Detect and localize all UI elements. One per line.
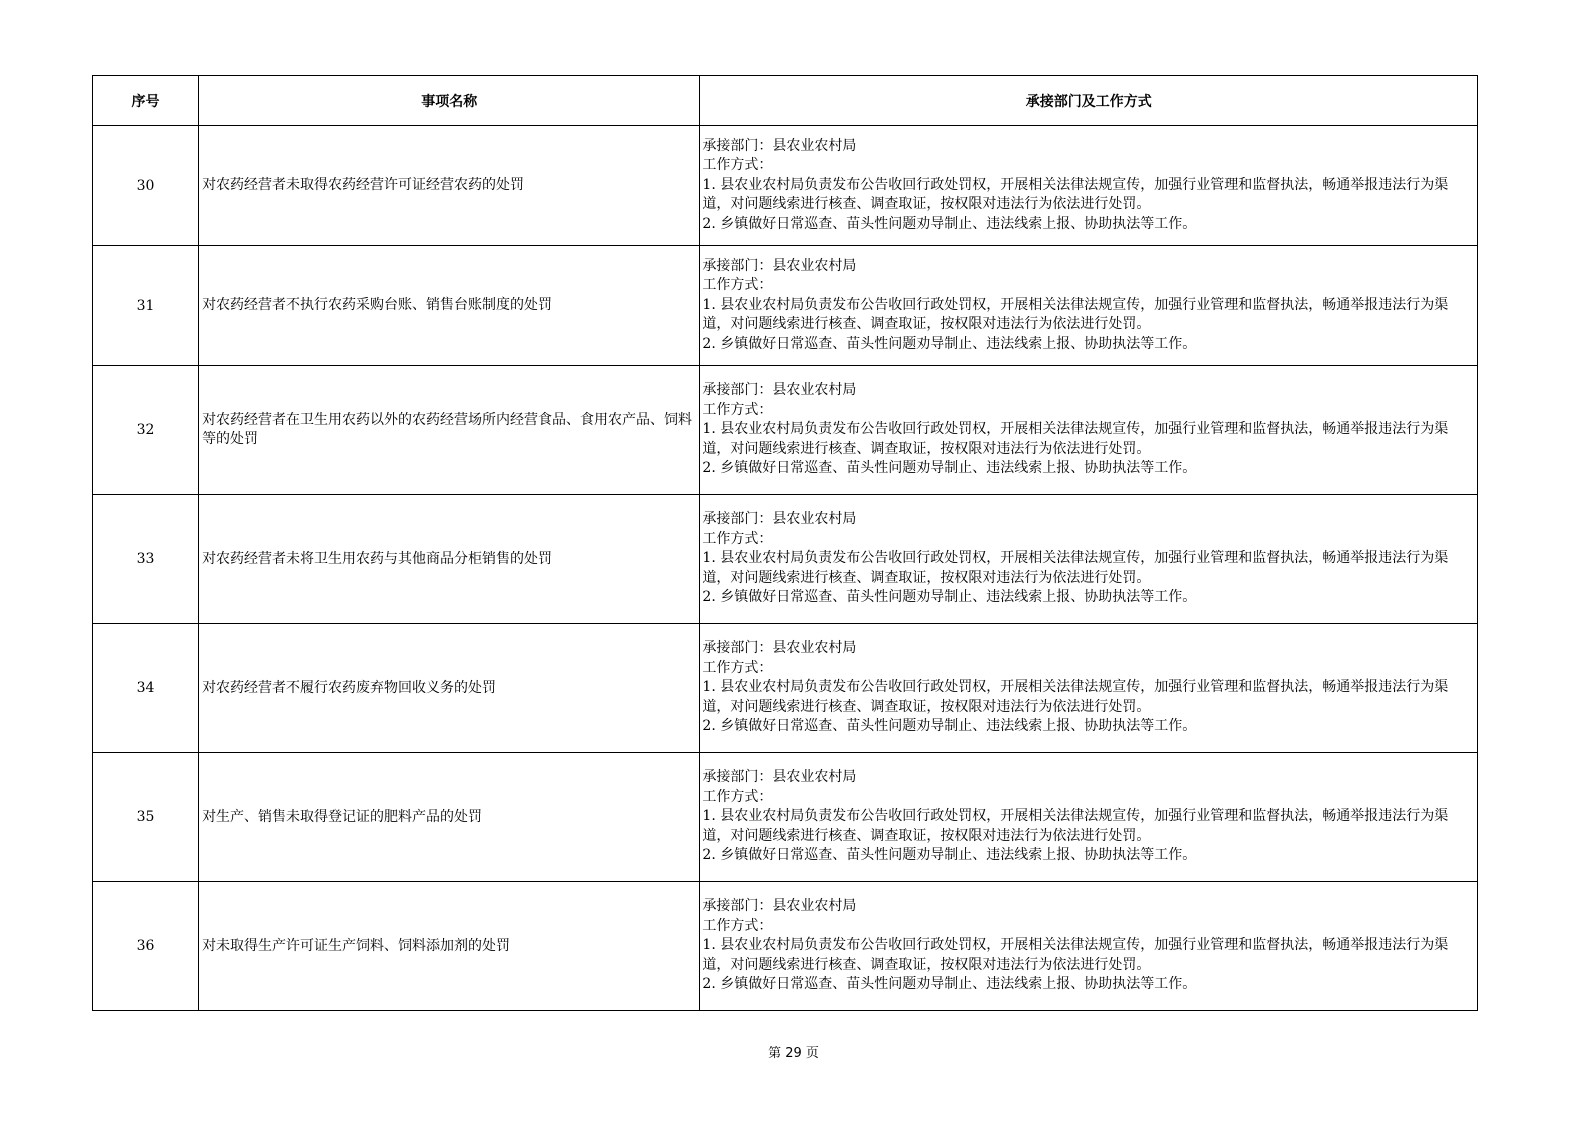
method-label: 工作方式：: [702, 530, 773, 547]
table-row: [93, 753, 1478, 882]
method-step-1: 1. 县农业农村局负责发布公告收回行政处罚权，开展相关法律法规宣传，加强行业管理和监督执法，畅通举报违法行为渠道，对问题线索进行核查、调查取证，按权限对违法行为依法进行处罚。: [702, 808, 1449, 844]
department-method-cell: [700, 495, 1478, 624]
serial-number-cell: 32: [93, 366, 199, 495]
serial-number-cell: 30: [93, 126, 199, 246]
matter-name-cell: 对农药经营者未取得农药经营许可证经营农药的处罚: [199, 126, 700, 246]
serial-number-cell: 35: [93, 753, 199, 882]
table-row: [93, 366, 1478, 495]
method-step-1: 1. 县农业农村局负责发布公告收回行政处罚权，开展相关法律法规宣传，加强行业管理和监督执法，畅通举报违法行为渠道，对问题线索进行核查、调查取证，按权限对违法行为依法进行处罚。: [702, 679, 1449, 715]
department-line: 承接部门：县农业农村局: [702, 257, 857, 274]
matter-name-cell: 对农药经营者在卫生用农药以外的农药经营场所内经营食品、食用农产品、饲料等的处罚: [199, 366, 700, 495]
table-row: [93, 882, 1478, 1011]
method-label: 工作方式：: [702, 401, 773, 418]
table-row: [93, 624, 1478, 753]
matter-name-cell: 对农药经营者不履行农药废弃物回收义务的处罚: [199, 624, 700, 753]
method-label: 工作方式：: [702, 917, 773, 934]
method-step-2: 2. 乡镇做好日常巡查、苗头性问题劝导制止、违法线索上报、协助执法等工作。: [702, 335, 1197, 352]
method-label: 工作方式：: [702, 788, 773, 805]
department-method-cell: [700, 366, 1478, 495]
department-method-cell: [700, 753, 1478, 882]
matter-name-cell: 对未取得生产许可证生产饲料、饲料添加剂的处罚: [199, 882, 700, 1011]
method-label: 工作方式：: [702, 157, 773, 174]
matter-name-cell: 对农药经营者不执行农药采购台账、销售台账制度的处罚: [199, 246, 700, 366]
method-step-2: 2. 乡镇做好日常巡查、苗头性问题劝导制止、违法线索上报、协助执法等工作。: [702, 976, 1197, 993]
method-step-1: 1. 县农业农村局负责发布公告收回行政处罚权，开展相关法律法规宣传，加强行业管理和监督执法，畅通举报违法行为渠道，对问题线索进行核查、调查取证，按权限对违法行为依法进行处罚。: [702, 176, 1449, 213]
method-step-1: 1. 县农业农村局负责发布公告收回行政处罚权，开展相关法律法规宣传，加强行业管理和监督执法，畅通举报违法行为渠道，对问题线索进行核查、调查取证，按权限对违法行为依法进行处罚。: [702, 937, 1449, 973]
method-step-2: 2. 乡镇做好日常巡查、苗头性问题劝导制止、违法线索上报、协助执法等工作。: [702, 847, 1197, 864]
department-method-cell: [700, 126, 1478, 246]
matters-table: [92, 75, 1478, 1011]
department-line: 承接部门：县农业农村局: [702, 898, 857, 915]
header-department-method: 承接部门及工作方式: [700, 76, 1478, 126]
method-step-1: 1. 县农业农村局负责发布公告收回行政处罚权，开展相关法律法规宣传，加强行业管理和监督执法，畅通举报违法行为渠道，对问题线索进行核查、调查取证，按权限对违法行为依法进行处罚。: [702, 421, 1449, 457]
matter-name-cell: 对生产、销售未取得登记证的肥料产品的处罚: [199, 753, 700, 882]
table-row: [93, 495, 1478, 624]
department-line: 承接部门：县农业农村局: [702, 137, 857, 154]
serial-number-cell: 34: [93, 624, 199, 753]
method-step-2: 2. 乡镇做好日常巡查、苗头性问题劝导制止、违法线索上报、协助执法等工作。: [702, 460, 1197, 477]
department-method-cell: [700, 882, 1478, 1011]
method-step-2: 2. 乡镇做好日常巡查、苗头性问题劝导制止、违法线索上报、协助执法等工作。: [702, 589, 1197, 606]
serial-number-cell: 31: [93, 246, 199, 366]
department-method-cell: [700, 246, 1478, 366]
method-step-1: 1. 县农业农村局负责发布公告收回行政处罚权，开展相关法律法规宣传，加强行业管理和监督执法，畅通举报违法行为渠道，对问题线索进行核查、调查取证，按权限对违法行为依法进行处罚。: [702, 550, 1449, 586]
method-step-2: 2. 乡镇做好日常巡查、苗头性问题劝导制止、违法线索上报、协助执法等工作。: [702, 215, 1197, 232]
header-serial-number: 序号: [93, 76, 199, 126]
department-line: 承接部门：县农业农村局: [702, 769, 857, 786]
method-step-1: 1. 县农业农村局负责发布公告收回行政处罚权，开展相关法律法规宣传，加强行业管理和监督执法，畅通举报违法行为渠道，对问题线索进行核查、调查取证，按权限对违法行为依法进行处罚。: [702, 296, 1449, 333]
method-label: 工作方式：: [702, 659, 773, 676]
department-line: 承接部门：县农业农村局: [702, 511, 857, 528]
header-row: [93, 76, 1478, 126]
header-matter-name: 事项名称: [199, 76, 700, 126]
matter-name-cell: 对农药经营者未将卫生用农药与其他商品分柜销售的处罚: [199, 495, 700, 624]
department-line: 承接部门：县农业农村局: [702, 640, 857, 657]
serial-number-cell: 36: [93, 882, 199, 1011]
method-step-2: 2. 乡镇做好日常巡查、苗头性问题劝导制止、违法线索上报、协助执法等工作。: [702, 718, 1197, 735]
serial-number-cell: 33: [93, 495, 199, 624]
table-row: [93, 126, 1478, 246]
department-method-cell: [700, 624, 1478, 753]
method-label: 工作方式：: [702, 277, 773, 294]
page-number: 第 29 页: [768, 1046, 819, 1061]
table-row: [93, 246, 1478, 366]
department-line: 承接部门：县农业农村局: [702, 382, 857, 399]
